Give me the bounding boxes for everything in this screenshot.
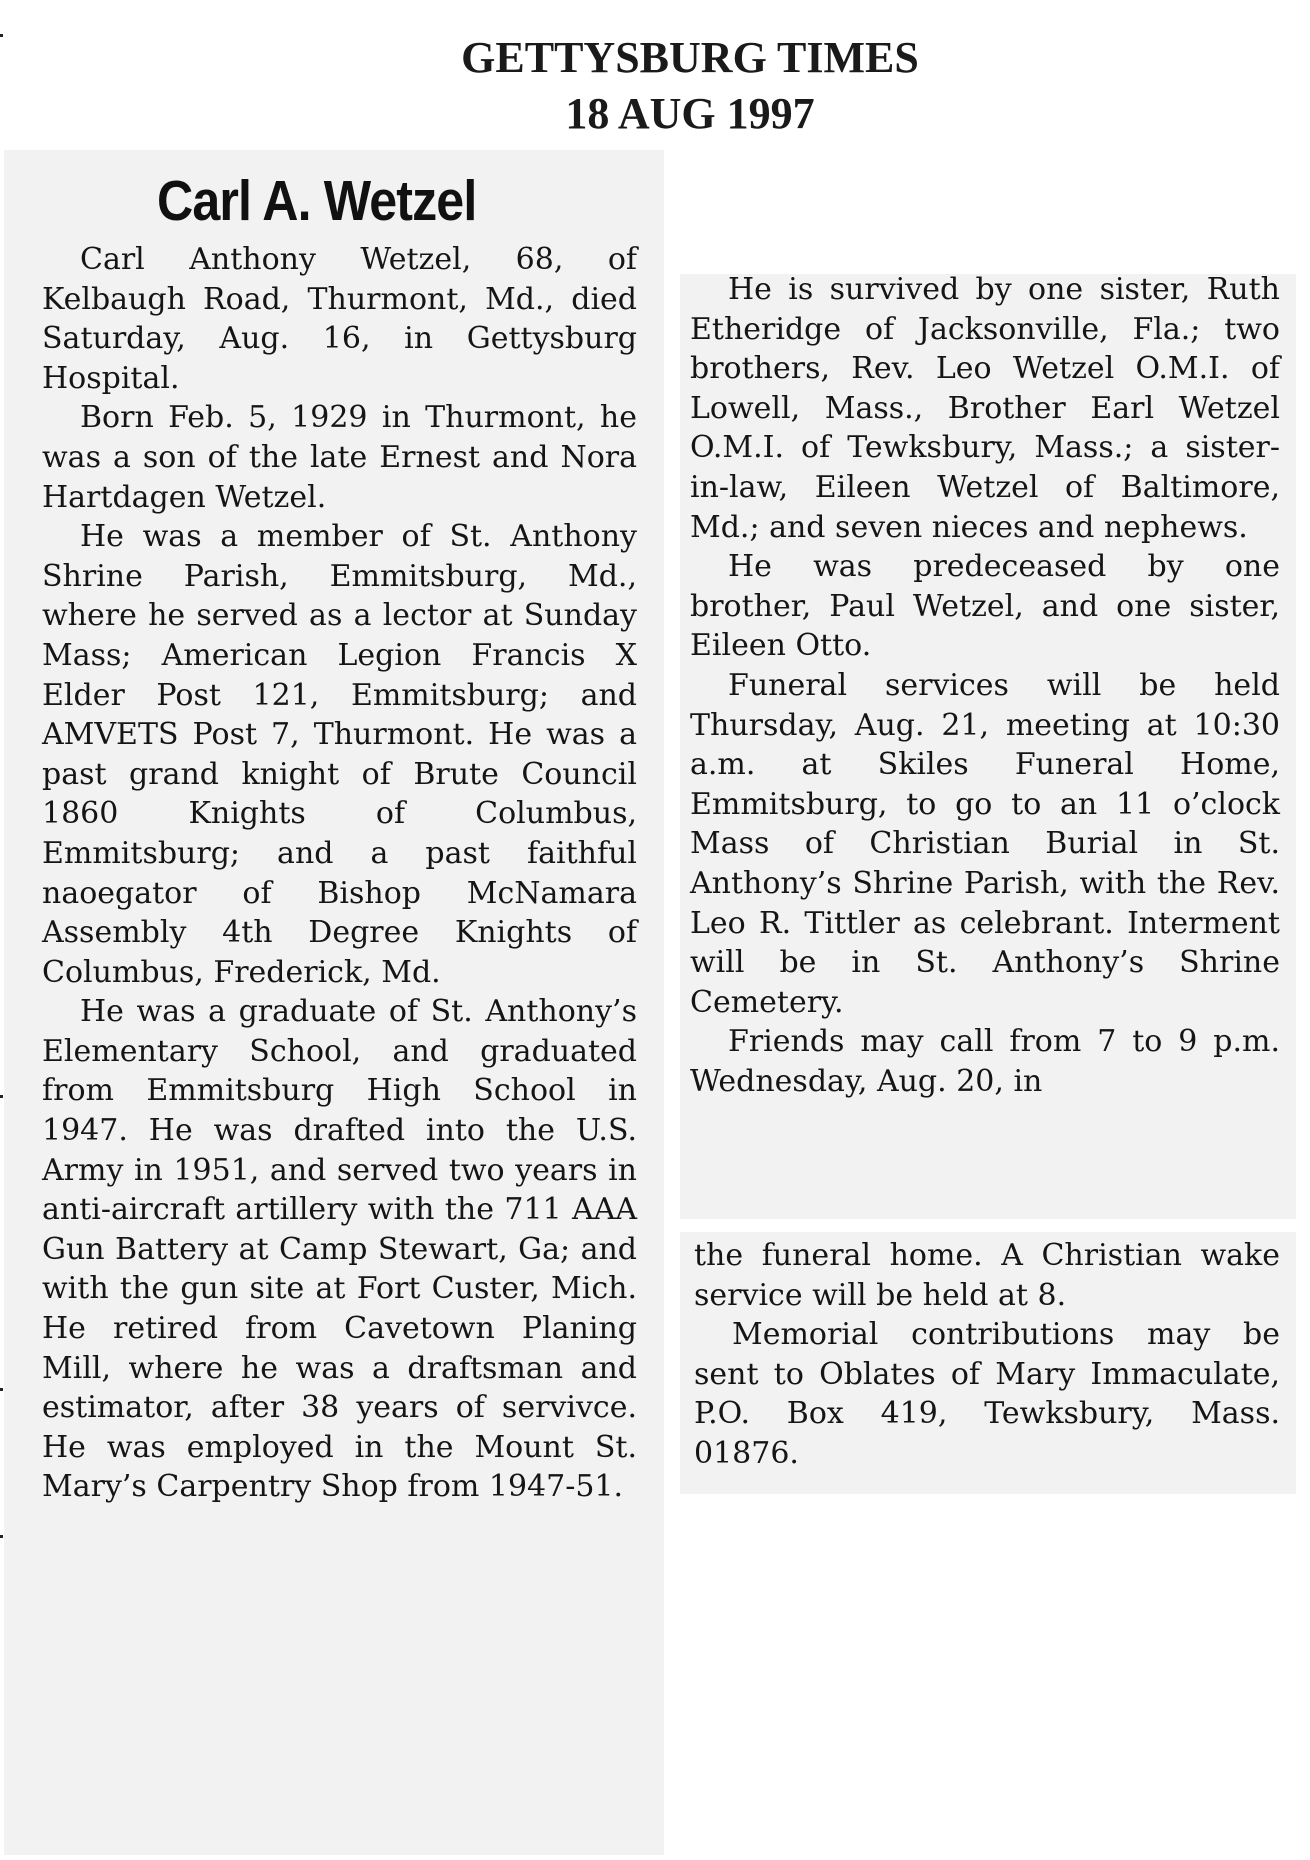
scan-mark [0, 1388, 3, 1391]
right-column [690, 270, 1280, 1101]
left-column [42, 240, 637, 1507]
page-header [0, 30, 1310, 142]
paragraph: Carl Anthony Wetzel, 68, of Kelbaugh Road, Thurmont, Md., died Saturday, Aug. 16, in Gettysburg Hospital. [42, 242, 637, 396]
right-column-continued [694, 1236, 1280, 1474]
obituary-headline: Carl A. Wetzel [157, 169, 477, 233]
paragraph: Born Feb. 5, 1929 in Thurmont, he was a son of the late Ernest and Nora Hartdagen Wetzel. [42, 400, 637, 515]
publication-name: GETTYSBURG TIMES [461, 33, 919, 82]
paragraph: He was predeceased by one brother, Paul Wetzel, and one sister, Eileen Otto. [690, 549, 1280, 664]
paragraph: He was a graduate of St. Anthony’s Elementary School, and graduated from Emmitsburg High School in 1947. He was drafted into the U.S. Army in 1951, and served two years in anti-aircraft artillery with the 711 AAA Gun Battery at Camp Stewart, Ga; and with the gun site at Fort Custer, Mich. He retired from Cavetown Planing Mill, where he was a draftsman and estimator, after 38 years of servivce. He was employed in the Mount St. Mary’s Carpentry Shop from 1947-51. [42, 994, 637, 1505]
paragraph: He is survived by one sister, Ruth Etheridge of Jacksonville, Fla.; two brothers, Rev. Leo Wetzel O.M.I. of Lowell, Mass., Brother Earl Wetzel O.M.I. of Tewksbury, Mass.; a sister-in-law, Eileen Wetzel of Baltimore, Md.; and seven nieces and nephews. [690, 272, 1280, 545]
paragraph: He was a member of St. Anthony Shrine Parish, Emmitsburg, Md., where he served as a lector at Sunday Mass; American Legion Francis X Elder Post 121, Emmitsburg; and AMVETS Post 7, Thurmont. He was a past grand knight of Brute Council 1860 Knights of Columbus, Emmitsburg; and a past faithful naoegator of Bishop McNamara Assembly 4th Degree Knights of Columbus, Frederick, Md. [42, 519, 637, 990]
scan-mark [0, 1095, 3, 1098]
paragraph: Friends may call from 7 to 9 p.m. Wednesday, Aug. 20, in [690, 1024, 1280, 1099]
scan-mark [0, 1535, 3, 1538]
scan-mark [0, 34, 3, 37]
publication-date: 18 AUG 1997 [565, 89, 815, 138]
paragraph: the funeral home. A Christian wake service will be held at 8. [694, 1238, 1280, 1313]
paragraph: Funeral services will be held Thursday, Aug. 21, meeting at 10:30 a.m. at Skiles Funeral Home, Emmitsburg, to go to an 11 o’clock Mass of Christian Burial in St. Anthony’s Shrine Parish, with the Rev. Leo R. Tittler as celebrant. Interment will be in St. Anthony’s Shrine Cemetery. [690, 667, 1280, 1020]
paragraph: Memorial contributions may be sent to Oblates of Mary Immaculate, P.O. Box 419, Tewksbury, Mass. 01876. [694, 1317, 1280, 1471]
